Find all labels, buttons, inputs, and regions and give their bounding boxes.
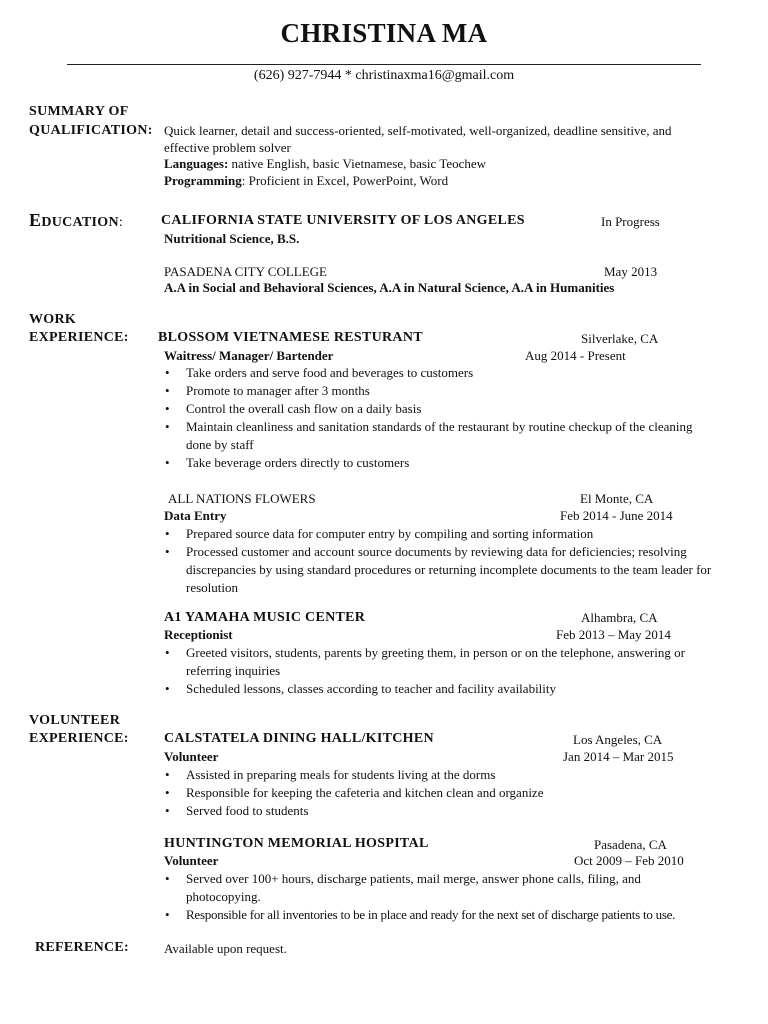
job-company-2: ALL NATIONS FLOWERS [168, 491, 316, 506]
education-school-1: CALIFORNIA STATE UNIVERSITY OF LOS ANGELES [161, 213, 525, 228]
education-date-1: In Progress [601, 214, 660, 229]
list-item: • Prepared source data for computer entry by compiling and sorting information [164, 525, 739, 543]
list-item: • Maintain cleanliness and sanitation standards of the restaurant by routine checkup of the cleaning done by staff [164, 418, 716, 454]
list-item: • Promote to manager after 3 months [164, 382, 739, 400]
job-location-1: Silverlake, CA [581, 331, 659, 346]
education-degree-2: A.A in Social and Behavioral Sciences, A.A in Natural Science, A.A in Humanities [164, 280, 615, 295]
job-company-1: BLOSSOM VIETNAMESE RESTURANT [158, 330, 423, 345]
list-item: • Control the overall cash flow on a daily basis [164, 400, 739, 418]
volunteer-dates-1: Jan 2014 – Mar 2015 [563, 749, 674, 764]
volunteer-org-1: CALSTATELA DINING HALL/KITCHEN [164, 731, 434, 746]
list-item: • Responsible for keeping the cafeteria and kitchen clean and organize [164, 784, 739, 802]
list-item: • Served over 100+ hours, discharge patients, mail merge, answer phone calls, filing, and photocopying. [164, 870, 696, 906]
list-item: • Take orders and serve food and beverages to customers [164, 364, 739, 382]
education-degree-1: Nutritional Science, B.S. [164, 231, 300, 246]
work-label-line1: WORK [29, 312, 77, 327]
volunteer-label-line2: EXPERIENCE: [29, 731, 129, 746]
programming-value: : Proficient in Excel, PowerPoint, Word [241, 173, 449, 188]
job-dates-3: Feb 2013 – May 2014 [556, 627, 671, 642]
job-bullets-3 [164, 644, 739, 698]
volunteer-label-line1: VOLUNTEER [29, 713, 121, 728]
list-item: • Served food to students [164, 802, 739, 820]
header-divider [67, 64, 701, 65]
education-date-2: May 2013 [604, 264, 658, 279]
work-label-line2: EXPERIENCE: [29, 330, 129, 345]
languages-label: Languages: [164, 156, 229, 171]
job-title-2: Data Entry [164, 508, 227, 523]
list-item: • Responsible for all inventories to be in place and ready for the next set of discharge patients to use. [164, 906, 739, 924]
job-bullets-2 [164, 525, 739, 597]
job-company-3: A1 YAMAHA MUSIC CENTER [164, 610, 366, 625]
summary-label-line1: SUMMARY OF [29, 104, 129, 119]
reference-label: REFERENCE: [35, 940, 130, 955]
volunteer-location-2: Pasadena, CA [594, 837, 667, 852]
list-item: • Scheduled lessons, classes according to teacher and facility availability [164, 680, 739, 698]
list-item: • Processed customer and account source documents by reviewing data for deficiencies; resolving discrepancies by using standard procedures or returning incomplete documents to the team leader for resolution [164, 543, 716, 597]
list-item: • Assisted in preparing meals for students living at the dorms [164, 766, 739, 784]
summary-text-line2: effective problem solver [164, 140, 291, 155]
contact-line: (626) 927-7944 * christinaxma16@gmail.com [253, 68, 515, 83]
programming-label: Programming [164, 173, 242, 188]
languages-value: native English, basic Vietnamese, basic Teochew [228, 156, 487, 171]
volunteer-bullets-2 [164, 870, 739, 924]
education-school-2: PASADENA CITY COLLEGE [164, 264, 327, 279]
resume-name: CHRISTINA MA [280, 18, 488, 48]
job-bullets-1 [164, 364, 739, 472]
volunteer-title-1: Volunteer [164, 749, 219, 764]
volunteer-location-1: Los Angeles, CA [573, 732, 663, 747]
volunteer-dates-2: Oct 2009 – Feb 2010 [574, 853, 684, 868]
summary-label-line2: QUALIFICATION: [29, 123, 153, 138]
volunteer-bullets-1 [164, 766, 739, 820]
job-title-3: Receptionist [164, 627, 233, 642]
languages-line [164, 156, 486, 172]
reference-text: Available upon request. [164, 941, 287, 956]
education-label: EDUCATION: [29, 210, 124, 230]
job-location-2: El Monte, CA [580, 491, 654, 506]
list-item: • Take beverage orders directly to customers [164, 454, 739, 472]
volunteer-org-2: HUNTINGTON MEMORIAL HOSPITAL [164, 836, 429, 851]
job-title-1: Waitress/ Manager/ Bartender [164, 348, 334, 363]
volunteer-title-2: Volunteer [164, 853, 219, 868]
programming-line [164, 173, 448, 189]
list-item: • Greeted visitors, students, parents by greeting them, in person or on the telephone, answering or referring inquiries [164, 644, 716, 680]
job-dates-1: Aug 2014 - Present [525, 348, 626, 363]
job-dates-2: Feb 2014 - June 2014 [560, 508, 673, 523]
job-location-3: Alhambra, CA [581, 610, 658, 625]
summary-text-line1: Quick learner, detail and success-oriented, self-motivated, well-organized, deadline sensitive, and [164, 123, 672, 138]
